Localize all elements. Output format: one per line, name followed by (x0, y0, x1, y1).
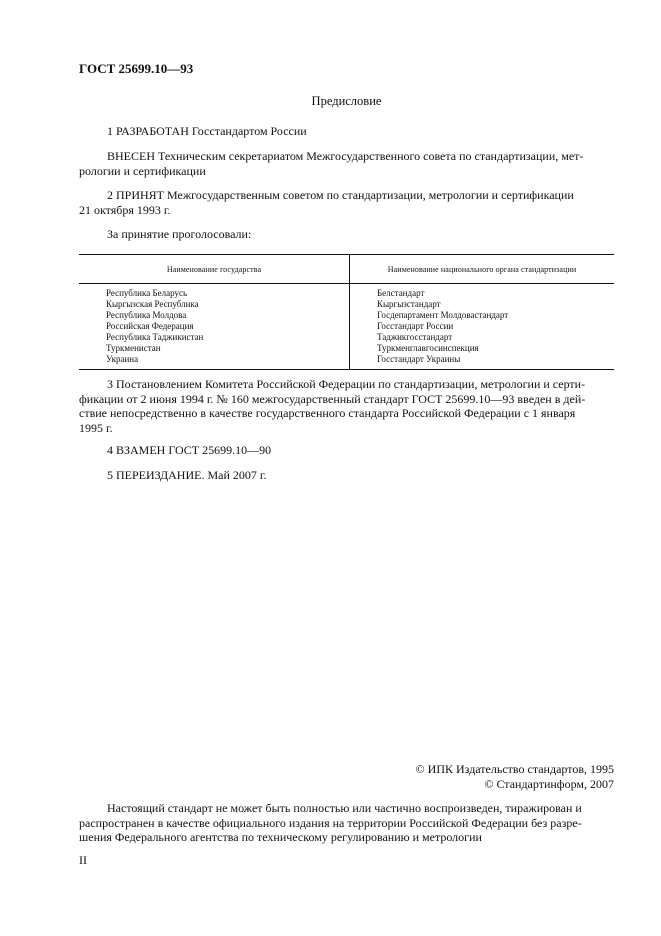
section-title: Предисловие (311, 94, 382, 108)
item-3-line2: фикации от 2 июня 1994 г. № 160 межгосударственный стандарт ГОСТ 25699.10—93 введен в дей- (79, 391, 586, 406)
item-4-replaces: 4 ВЗАМЕН ГОСТ 25699.10—90 (107, 443, 272, 457)
item-1-developed: 1 РАЗРАБОТАН Госстандартом России (107, 124, 307, 138)
standards-body-name: Таджикгосстандарт (377, 332, 453, 342)
bodies-column (350, 284, 615, 370)
state-name: Украина (106, 354, 139, 364)
standards-body-name: Госстандарт России (377, 321, 454, 331)
voted-label: За принятие проголосовали: (107, 227, 252, 241)
state-name: Республика Таджикистан (106, 332, 204, 342)
copyright-line-2: © Стандартинформ, 2007 (484, 777, 614, 791)
notice-line1: Настоящий стандарт не может быть полностью или частично воспроизведен, тиражирован и (107, 801, 582, 815)
standards-body-name: Госдепартамент Молдовастандарт (377, 310, 509, 320)
item-1-introduced-line2: рологии и сертификации (79, 163, 206, 178)
item-2-adopted (79, 188, 615, 217)
item-1-introduced (79, 149, 615, 178)
reproduction-notice (79, 801, 615, 845)
table-header-body: Наименование национального органа стандартизации (350, 255, 615, 284)
copyright-line-1: © ИПК Издательство стандартов, 1995 (415, 762, 614, 776)
notice-line3: шения Федерального агентства по техническому регулированию и метрологии (79, 830, 482, 844)
standards-body-name: Белстандарт (377, 288, 425, 298)
item-3-line4: 1995 г. (79, 420, 113, 435)
item-3-line3: ствие непосредственно в качестве государственного стандарта Российской Федерации с 1 января (79, 406, 576, 420)
voting-table (79, 254, 614, 370)
state-name: Российская Федерация (106, 321, 194, 331)
item-3-line1: 3 Постановлением Комитета Российской Федерации по стандартизации, метрологии и серти- (107, 377, 586, 391)
item-5-reissue: 5 ПЕРЕИЗДАНИЕ. Май 2007 г. (107, 468, 267, 482)
state-name: Республика Молдова (106, 310, 187, 320)
item-1-introduced-line1: ВНЕСЕН Техническим секретариатом Межгосударственного совета по стандартизации, мет- (107, 149, 584, 163)
page-number: II (79, 853, 87, 867)
notice-line2: распространен в качестве официального издания на территории Российской Федерации без разре- (79, 815, 582, 830)
states-column (79, 284, 350, 370)
state-name: Кыргызская Республика (106, 299, 199, 309)
standards-body-name: Госстандарт Украины (377, 354, 461, 364)
item-2-line1: 2 ПРИНЯТ Межгосударственным советом по стандартизации, метрологии и сертификации (107, 188, 574, 202)
document-code-header: ГОСТ 25699.10—93 (79, 61, 194, 76)
standards-body-name: Туркменглавгосинспекция (377, 343, 479, 353)
table-header-state: Наименование государства (79, 255, 350, 284)
table-row (79, 284, 614, 370)
state-name: Туркменистан (106, 343, 161, 353)
standards-body-name: Кыргызстандарт (377, 299, 441, 309)
item-3-resolution (79, 377, 615, 435)
item-2-line2: 21 октября 1993 г. (79, 202, 171, 217)
state-name: Республика Беларусь (106, 288, 188, 298)
